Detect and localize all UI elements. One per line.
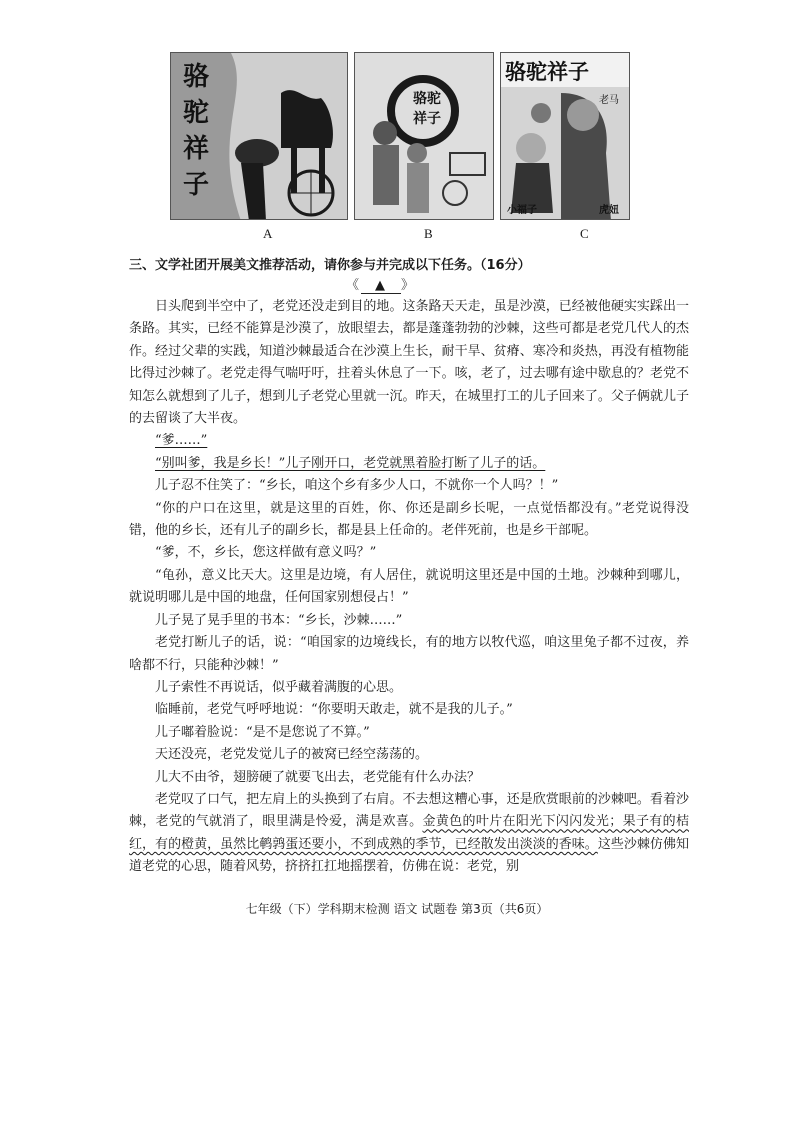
poster-c-tag-left: 小福子: [507, 205, 537, 216]
poster-b-image: [354, 52, 494, 220]
story-title: [346, 274, 416, 294]
paragraph: 儿子索性不再说话，似乎藏着满腹的心思。: [155, 679, 403, 695]
poster-a-title-char-1: 骆: [183, 62, 210, 92]
title-close-bracket: 》: [401, 278, 417, 293]
paragraph: 天还没亮，老党发觉儿子的被窝已经空荡荡的。: [155, 747, 429, 763]
title-blank: ▲: [361, 278, 401, 294]
paragraph-dialogue: “爹……”: [155, 433, 208, 449]
paragraph: “爹，不，乡长，您这样做有意义吗？”: [155, 545, 377, 561]
section-heading: 三、文学社团开展美文推荐活动，请你参与并完成以下任务。（16分）: [129, 258, 531, 273]
poster-c-tag-right: 虎妞: [599, 205, 619, 216]
last-paragraph-start: 老党叹了口气，把左肩上的头换到了右肩。不去想这糟心事，还是欣赏眼前的沙棘吧。看着沙棘，老党的气就消了，眼里满是怜爱，满是欢喜。: [129, 791, 689, 830]
paragraph: “你的户口在这里，就是这里的百姓，你、你还是副乡长呢，一点觉悟都没有。”老党说得没错，他的乡长，还有儿子的副乡长，都是县上任命的。老伴死前，也是乡干部呢。: [129, 500, 689, 539]
poster-a-illustration: [171, 53, 348, 220]
poster-a-title-char-4: 子: [183, 170, 210, 200]
paragraph: 儿大不由爷，翅膀硬了就要飞出去，老党能有什么办法？: [155, 769, 481, 785]
poster-a-label: A: [263, 226, 273, 241]
last-paragraph-end: 这些沙棘仿佛知道老党的心思，随着风势，挤挤扛扛地摇摆着，仿佛在说：老党，别: [129, 836, 689, 875]
paragraph: 临睡前，老党气呼呼地说：“你要明天敢走，就不是我的儿子。”: [155, 702, 513, 718]
wavy-underlined-sentence: 金黄色的叶片在阳光下闪闪发光；果子有的桔红，有的橙黄，虽然比鹌鹑蛋还要小，不到成熟的季节，已经散发出淡淡的香味。: [129, 814, 689, 852]
paragraph-last: [129, 789, 689, 879]
poster-a-image: [170, 52, 348, 220]
poster-c-illustration: [501, 53, 630, 220]
story-text: [129, 296, 689, 879]
poster-b-title-line-1: 骆驼: [413, 91, 441, 107]
poster-c-label: C: [580, 226, 589, 241]
paragraph-dialogue-underlined: [129, 453, 689, 475]
poster-c-tag-top: 老马: [599, 95, 619, 106]
poster-a-title-char-3: 祥: [183, 134, 210, 164]
poster-b-label: B: [424, 226, 433, 241]
poster-b-illustration: [355, 53, 494, 220]
poster-images: [170, 52, 630, 220]
poster-b-title-line-2: 祥子: [413, 111, 441, 127]
page-footer: 七年级（下）学科期末检测 语文 试题卷 第3页（共6页）: [245, 902, 549, 916]
paragraph: 日头爬到半空中了，老党还没走到目的地。这条路天天走，虽是沙漠，已经被他硬实实踩出一条路。其实，已经不能算是沙漠了，放眼望去，都是蓬蓬勃勃的沙棘，这些可都是老党几代人的杰作。经过父辈的实践，知道沙棘最适合在沙漠上生长，耐干旱、贫瘠、寒冷和炎热，再没有植物能比得过沙棘了。老党走得气喘吁吁，拄着头休息了一下。咳，老了，过去哪有途中歇息的？老党不知怎么就想到了儿子，想到儿子老党心里就一沉。昨天，在城里打工的儿子回来了。父子俩就儿子的去留谈了大半夜。: [129, 299, 689, 427]
poster-c-title: 骆驼祥子: [505, 59, 589, 84]
paragraph: 儿子晃了晃手里的书本：“乡长，沙棘……”: [155, 612, 403, 628]
poster-a-title-char-2: 驼: [183, 98, 210, 128]
poster-c-image: [500, 52, 630, 220]
underlined-sentence: “别叫爹，我是乡长！”儿子刚开口，老党就黑着脸打断了儿子的话。: [155, 455, 546, 471]
paragraph: 儿子嘟着脸说：“是不是您说了不算。”: [155, 724, 370, 740]
paragraph: 儿子忍不住笑了：“乡长，咱这个乡有多少人口，不就你一个人吗？！”: [155, 478, 559, 494]
title-open-bracket: 《: [346, 278, 362, 293]
paragraph: 老党打断儿子的话，说：“咱国家的边境线长，有的地方以牧代巡，咱这里兔子都不过夜，养啥都不行，只能种沙棘！”: [129, 635, 689, 673]
paragraph: “龟孙，意义比天大。这里是边境，有人居住，就说明这里还是中国的土地。沙棘种到哪儿，就说明哪儿是中国的地盘，任何国家别想侵占！”: [129, 567, 689, 606]
